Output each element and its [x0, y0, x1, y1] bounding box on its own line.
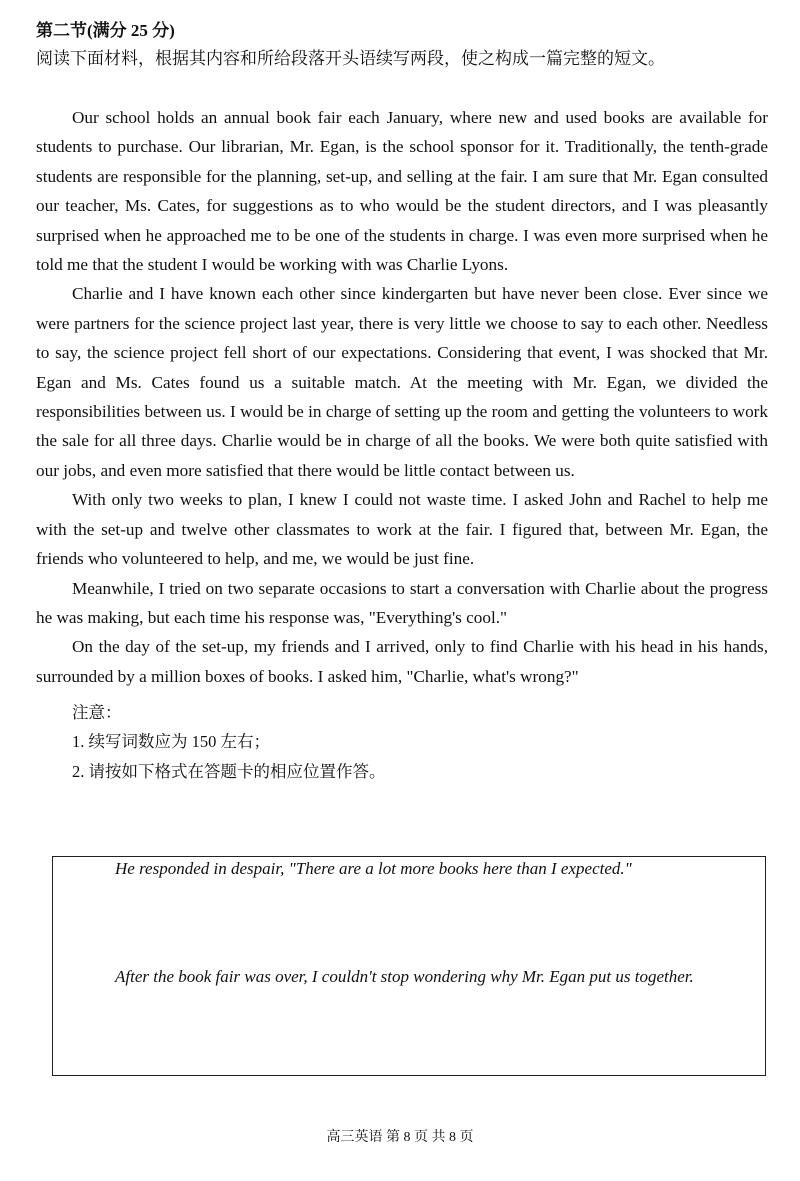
paragraph-opener-2: After the book fair was over, I couldn't stop wondering why Mr. Egan put us together.: [115, 967, 694, 986]
notes-label: 注意：: [72, 703, 122, 722]
passage-paragraph: With only two weeks to plan, I knew I could not waste time. I asked John and Rachel to help me with the set-up and twelve other classmates to work at the fair. I figured that, between Mr. Egan, the friends who volunteered to help, and me, we would be just fine.: [36, 490, 768, 569]
paragraph-opener-1: He responded in despair, "There are a lot more books here than I expected.": [115, 859, 632, 878]
passage-paragraph: Meanwhile, I tried on two separate occasions to start a conversation with Charlie about the progress he was making, but each time his response was, "Everything's cool.": [36, 578, 768, 627]
answer-box: [52, 856, 766, 1076]
note-item: 1. 续写词数应为 150 左右；: [72, 732, 270, 752]
notes: [72, 698, 386, 786]
passage-paragraph: On the day of the set-up, my friends and I arrived, only to find Charlie with his head in his hands, surrounded by a million boxes of books. I asked him, "Charlie, what's wrong?": [36, 637, 768, 686]
page-footer: 高三英语 第 8 页 共 8 页: [326, 1130, 474, 1145]
instruction-text: 阅读下面材料，根据其内容和所给段落开头语续写两段，使之构成一篇完整的短文。: [36, 49, 665, 68]
passage: [36, 103, 768, 691]
section-title: 第二节(满分 25 分): [36, 21, 175, 40]
passage-paragraph: Our school holds an annual book fair each January, where new and used books are available for students to purchase. Our librarian, Mr. Egan, is the school sponsor for it. Traditionally, the tenth-grade students are responsible for the planning, set-up, and selling at the fair. I am sure that Mr. Egan consulted our teacher, Ms. Cates, for suggestions as to who would be the student directors, and I was pleasantly surprised when he approached me to be one of the students in charge. I was even more surprised when he told me that the student I would be working with was Charlie Lyons.: [36, 108, 768, 275]
note-item: 2. 请按如下格式在答题卡的相应位置作答。: [72, 761, 386, 781]
passage-paragraph: Charlie and I have known each other since kindergarten but have never been close. Ever since we were partners for the science project last year, there is very little we choose to say to each other. Needless to say, the science project fell short of our expectations. Considering that event, I was shocked that Mr. Egan and Ms. Cates found us a suitable match. At the meeting with Mr. Egan, we divided the responsibilities between us. I would be in charge of setting up the room and getting the volunteers to work the sale for all three days. Charlie would be in charge of all the books. We were both quite satisfied with our jobs, and even more satisfied that there would be little contact between us.: [36, 284, 768, 480]
